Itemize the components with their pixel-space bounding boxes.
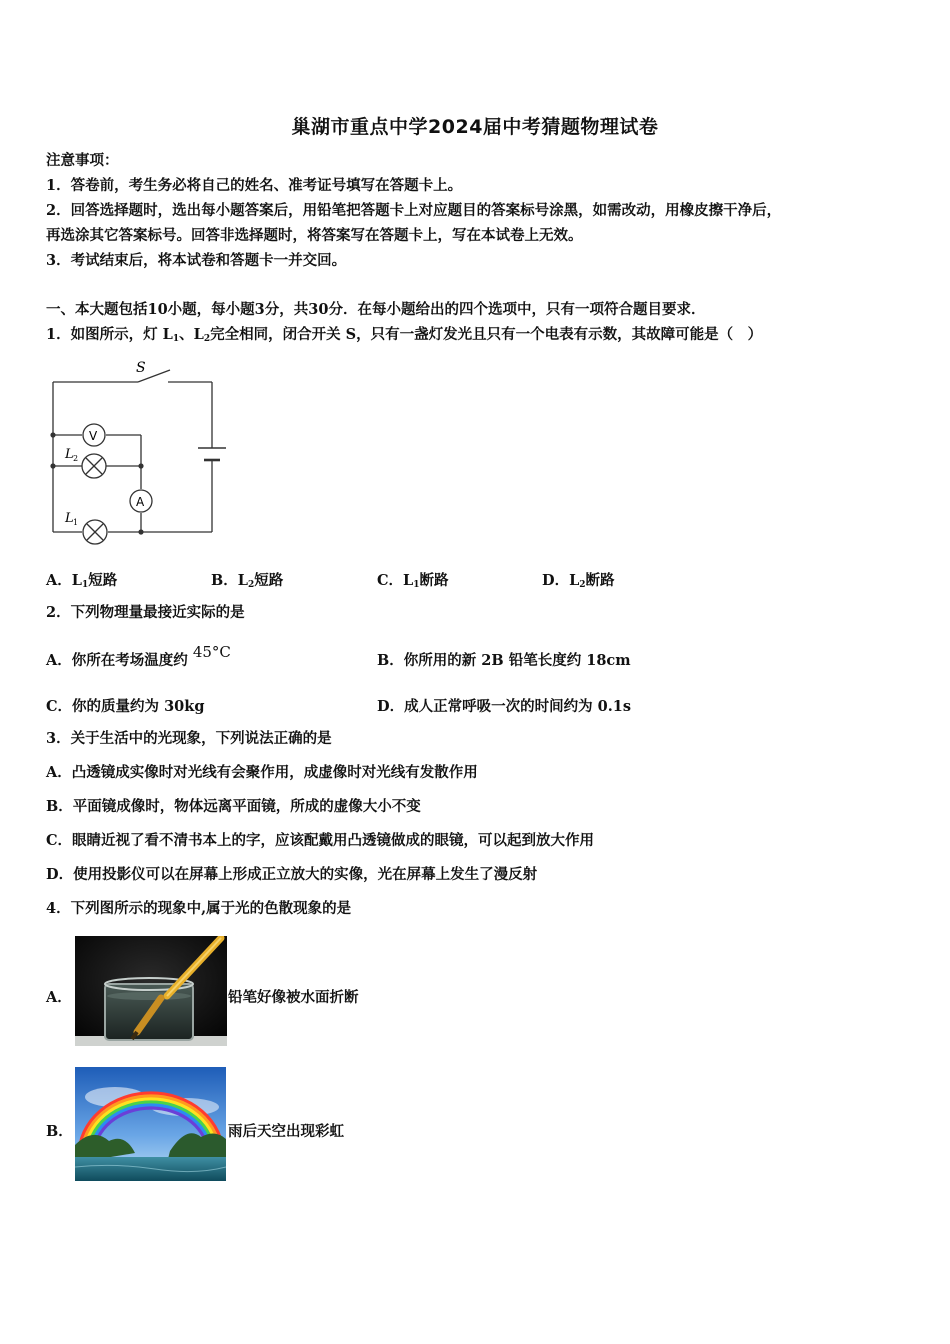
option-text: 断路	[419, 572, 449, 589]
q3-option-a[interactable]: A．凸透镜成实像时对光线有会聚作用，成虚像时对光线有发散作用	[46, 764, 478, 781]
q1-option-c[interactable]	[377, 569, 449, 590]
q1-option-b[interactable]	[211, 569, 283, 590]
q4-option-b-text: 雨后天空出现彩虹	[228, 1123, 344, 1140]
q1-stem-part: 、L	[179, 326, 204, 343]
voltmeter-label: V	[89, 429, 98, 443]
option-letter: B．L	[211, 572, 248, 589]
circuit-diagram	[40, 352, 240, 552]
page-title: 巢湖市重点中学2024届中考猜题物理试卷	[291, 116, 659, 138]
subscript: 2	[247, 580, 255, 590]
switch-label: S	[136, 360, 146, 376]
subscript: 1	[81, 580, 89, 590]
rainbow-image	[75, 1067, 226, 1181]
temperature-value: 45°C	[192, 643, 231, 661]
option-text: A．你所在考场温度约	[46, 652, 188, 669]
lamp1-sub: 1	[73, 518, 79, 527]
q4-option-a-text: 铅笔好像被水面折断	[228, 989, 359, 1006]
option-letter: A．L	[46, 572, 82, 589]
question-1-stem	[46, 325, 762, 349]
subscript: 2	[579, 580, 586, 590]
option-text: 短路	[88, 572, 118, 589]
notice-item: 1．答卷前，考生务必将自己的姓名、准考证号填写在答题卡上。	[46, 177, 463, 194]
option-text: 断路	[585, 572, 615, 589]
lamp1-label: L	[65, 511, 74, 526]
subscript: 2	[203, 334, 211, 344]
notice-heading: 注意事项：	[46, 152, 119, 169]
q2-option-c[interactable]: C．你的质量约为 30kg	[46, 698, 205, 715]
question-2-stem: 2．下列物理量最接近实际的是	[46, 604, 245, 621]
q3-option-c[interactable]: C．眼睛近视了看不清书本上的字，应该配戴用凸透镜做成的眼镜，可以起到放大作用	[46, 832, 595, 849]
notice-item: 再选涂其它答案标号。回答非选择题时，将答案写在答题卡上，写在本试卷上无效。	[46, 227, 583, 244]
question-4-stem: 4．下列图所示的现象中,属于光的色散现象的是	[46, 900, 352, 917]
question-3-stem: 3．关于生活中的光现象，下列说法正确的是	[46, 730, 332, 747]
lamp2-sub: 2	[73, 454, 79, 463]
ammeter-label: A	[136, 495, 145, 509]
subscript: 1	[413, 580, 420, 590]
option-text: 短路	[254, 572, 284, 589]
section-heading: 一、本大题包括10小题，每小题3分，共30分．在每小题给出的四个选项中，只有一项符合题目要求．	[46, 301, 706, 318]
lamp2-label: L	[65, 447, 74, 462]
q4-option-a-letter[interactable]: A．	[46, 989, 72, 1006]
q4-option-b-letter[interactable]: B．	[46, 1123, 73, 1140]
q1-option-a[interactable]	[46, 569, 117, 590]
q1-option-d[interactable]	[542, 569, 615, 590]
q2-option-d[interactable]: D．成人正常呼吸一次的时间约为 0.1s	[377, 698, 632, 715]
q3-option-d[interactable]: D．使用投影仪可以在屏幕上形成正立放大的实像，光在屏幕上发生了漫反射	[46, 866, 538, 883]
notice-item: 3．考试结束后，将本试卷和答题卡一并交回。	[46, 252, 347, 269]
option-letter: C．L	[377, 572, 414, 589]
q2-option-a[interactable]	[46, 643, 231, 670]
q3-option-b[interactable]: B．平面镜成像时，物体远离平面镜，所成的虚像大小不变	[46, 798, 421, 815]
q1-stem-part: 1．如图所示，灯 L	[46, 326, 173, 343]
notice-item: 2．回答选择题时，选出每小题答案后，用铅笔把答题卡上对应题目的答案标号涂黑，如需改动，用橡皮擦干净后，	[46, 202, 782, 219]
q2-option-b[interactable]: B．你所用的新 2B 铅笔长度约 18cm	[377, 652, 631, 669]
q1-stem-part: 完全相同，闭合开关 S，只有一盏灯发光且只有一个电表有示数，其故障可能是（ ）	[210, 326, 763, 343]
option-letter: D．L	[542, 572, 580, 589]
pencil-in-water-image	[75, 936, 227, 1046]
subscript: 1	[172, 334, 180, 344]
